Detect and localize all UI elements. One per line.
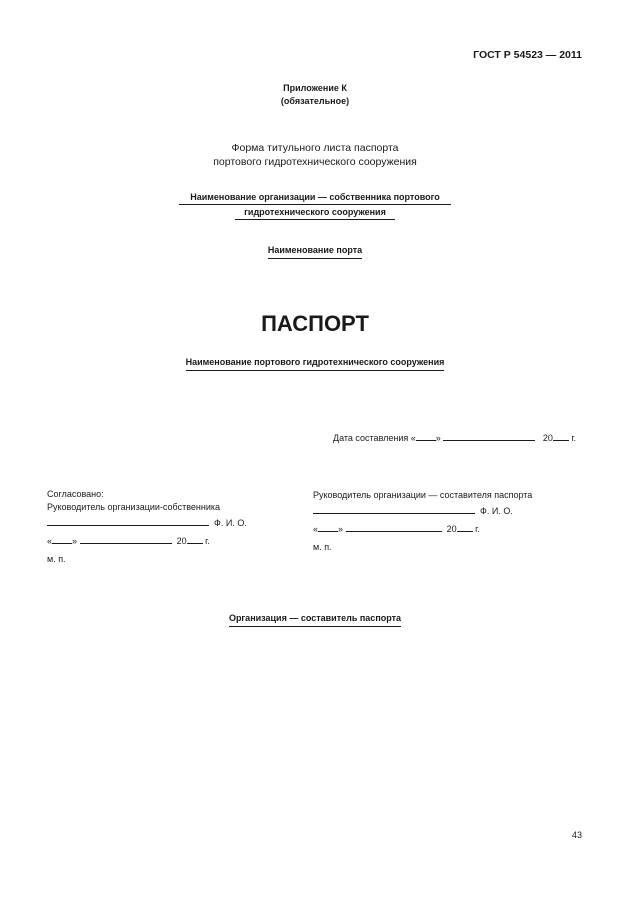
appendix-heading <box>0 82 630 108</box>
facility-name-field <box>0 352 630 371</box>
port-name-field <box>0 240 630 259</box>
owner-signature-block <box>47 488 247 568</box>
owner-year-blank <box>187 532 203 544</box>
compilation-date <box>333 429 576 444</box>
form-title-line-1: Форма титульного листа паспорта <box>231 142 399 154</box>
compiler-signature-block <box>313 488 532 556</box>
owner-role: Руководитель организации-собственника <box>47 502 220 512</box>
owner-signature-blank <box>47 514 209 526</box>
compiler-organization: Организация — составитель паспорта <box>229 611 401 627</box>
appendix-title: Приложение К <box>283 83 347 93</box>
owner-date-close: » <box>72 536 78 546</box>
compiler-date-open: « <box>313 524 319 534</box>
owner-month-blank <box>80 532 172 544</box>
form-title <box>0 141 630 169</box>
date-mid: » <box>435 433 441 443</box>
month-blank <box>443 429 535 441</box>
day-blank <box>416 429 436 441</box>
compiler-stamp-label: м. п. <box>313 542 332 552</box>
approved-label: Согласовано: <box>47 489 104 499</box>
passport-heading: ПАСПОРТ <box>261 311 369 336</box>
compiler-date-close: » <box>338 524 344 534</box>
appendix-status: (обязательное) <box>280 96 350 106</box>
owner-line-2: гидротехнического сооружения <box>235 205 395 220</box>
owner-stamp-label: м. п. <box>47 554 66 564</box>
compiler-month-blank <box>346 520 442 532</box>
compiler-fio: Ф. И. О. <box>480 506 513 516</box>
owner-year-suffix: г. <box>205 536 210 546</box>
date-label: Дата составления « <box>333 433 416 443</box>
page-number: 43 <box>571 830 582 840</box>
year-prefix: 20 <box>542 433 553 443</box>
compiler-organization-field <box>0 608 630 627</box>
owner-organization-field <box>0 190 630 220</box>
compiler-year-suffix: г. <box>475 524 480 534</box>
year-blank <box>553 429 569 441</box>
facility-name: Наименование портового гидротехнического сооружения <box>186 355 445 371</box>
form-title-line-2: портового гидротехнического сооружения <box>213 156 417 168</box>
compiler-year: 20 <box>446 524 457 534</box>
standard-number: ГОСТ Р 54523 — 2011 <box>473 49 582 61</box>
compiler-year-blank <box>457 520 473 532</box>
compiler-role: Руководитель организации — составителя паспорта <box>313 490 533 500</box>
owner-date-open: « <box>47 536 53 546</box>
compiler-signature-blank <box>313 502 475 514</box>
port-name: Наименование порта <box>268 243 362 259</box>
owner-line-1: Наименование организации — собственника портового <box>179 190 451 205</box>
owner-fio: Ф. И. О. <box>214 518 247 528</box>
owner-day-blank <box>52 532 72 544</box>
owner-year: 20 <box>176 536 187 546</box>
year-suffix: г. <box>571 433 577 443</box>
compiler-day-blank <box>318 520 338 532</box>
